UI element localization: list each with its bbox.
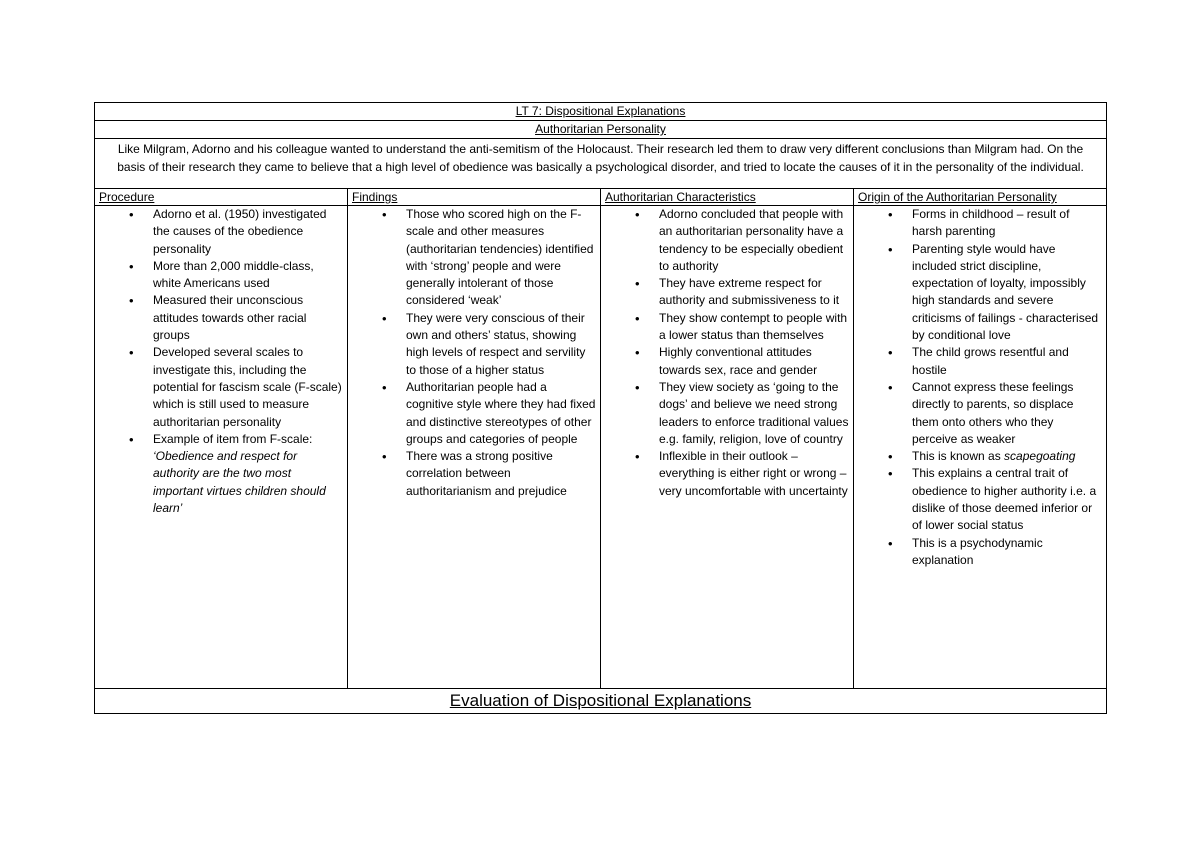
list-item-text: There was a strong positive correlation between authoritarianism and prejudice <box>406 449 567 498</box>
list-item <box>659 206 849 275</box>
list-item <box>912 344 1102 379</box>
list-item <box>406 310 596 379</box>
bullet-list <box>605 206 849 500</box>
list-item <box>659 379 849 448</box>
worksheet-title-text: LT 7: Dispositional Explanations <box>515 104 686 118</box>
list-item-text: Inflexible in their outlook – everything is either right or wrong – very uncomfortable with uncertainty <box>659 449 848 498</box>
list-item <box>912 379 1102 448</box>
list-item-text: They have extreme respect for authority and submissiveness to it <box>659 276 840 308</box>
list-item-text: Adorno et al. (1950) investigated the causes of the obedience personality <box>153 207 327 256</box>
list-item-text: Highly conventional attitudes towards sex, race and gender <box>659 345 818 377</box>
list-item-text: More than 2,000 middle-class, white Americans used <box>153 258 314 291</box>
list-item <box>659 275 849 310</box>
column-header-procedure: Procedure <box>95 189 348 206</box>
column-body-characteristics <box>601 206 854 689</box>
list-item <box>659 344 849 379</box>
column-header-findings: Findings <box>348 189 601 206</box>
column-header-origin: Origin of the Authoritarian Personality <box>854 189 1107 206</box>
column-headers-row <box>95 189 1107 206</box>
column-bodies-row <box>95 206 1107 689</box>
list-item-text: Parenting style would have included strict discipline, expectation of loyalty, impossibly high standards and severe criticisms of failings - characterised by conditional love <box>912 241 1099 343</box>
list-item-text: This explains a central trait of obedience to higher authority i.e. a dislike of those deemed inferior or of lower social status <box>912 466 1097 533</box>
list-item-text: They view society as ‘going to the dogs’ and believe we need strong leaders to enforce traditional values e.g. family, religion, love of country <box>659 379 849 446</box>
list-item-text: They were very conscious of their own and others’ status, showing high levels of respect and servility to those of a higher status <box>406 310 586 377</box>
worksheet-subtitle <box>95 121 1107 139</box>
list-item-text: Authoritarian people had a cognitive style where they had fixed and distinctive stereotypes of other groups and categories of people <box>406 379 596 446</box>
worksheet-title <box>95 103 1107 121</box>
list-item <box>406 206 596 310</box>
list-item <box>153 344 343 430</box>
list-item <box>406 379 596 448</box>
list-item-text: Those who scored high on the F-scale and other measures (authoritarian tendencies) identified with ‘strong’ people and were generally intolerant of those considered ‘weak’ <box>406 207 594 308</box>
list-item-text: Forms in childhood – result of harsh parenting <box>912 207 1070 239</box>
list-item <box>659 310 849 345</box>
list-item-text: Cannot express these feelings directly to parents, so displace them onto others who they perceive as weaker <box>912 379 1074 446</box>
list-item-text: The child grows resentful and hostile <box>912 345 1069 377</box>
list-item-quote: ‘Obedience and respect for authority are the two most important virtues children should learn’ <box>153 449 326 516</box>
list-item <box>912 535 1102 570</box>
worksheet-table <box>94 102 1107 714</box>
evaluation-heading: Evaluation of Dispositional Explanations <box>95 689 1107 714</box>
list-item-text: This is known as <box>912 449 1005 464</box>
column-header-characteristics: Authoritarian Characteristics <box>601 189 854 206</box>
list-item <box>153 292 343 344</box>
list-item <box>406 448 596 500</box>
column-body-procedure <box>95 206 348 689</box>
list-item-text: Adorno concluded that people with an authoritarian personality have a tendency to be especially obedient to authority <box>659 207 844 273</box>
list-item-text: Developed several scales to investigate this, including the potential for fascism scale (F-scale) which is still used to measure authoritarian personality <box>153 345 342 429</box>
list-item-text: Measured their unconscious attitudes towards other racial groups <box>153 293 307 343</box>
column-body-origin <box>854 206 1107 689</box>
list-item-text: This is a psychodynamic explanation <box>912 535 1043 567</box>
list-item-text: They show contempt to people with a lower status than themselves <box>659 310 848 343</box>
list-item <box>153 206 343 258</box>
column-body-findings <box>348 206 601 689</box>
list-item <box>153 431 343 517</box>
list-item-text: Example of item from F-scale: <box>153 431 313 446</box>
list-item <box>912 465 1102 534</box>
list-item <box>912 206 1102 241</box>
list-item <box>153 258 343 293</box>
bullet-list <box>99 206 343 517</box>
list-item <box>912 448 1102 465</box>
list-item <box>659 448 849 500</box>
list-item-quote: scapegoating <box>1004 449 1076 464</box>
intro-paragraph: Like Milgram, Adorno and his colleague wanted to understand the anti-semitism of the Holocaust. Their research led them to draw very different conclusions than Milgram had. On the basis of their research they came to believe that a high level of obedience was basically a psychological disorder, and tried to locate the causes of it in the personality of the individual. <box>95 139 1107 189</box>
worksheet-subtitle-text: Authoritarian Personality <box>535 122 666 136</box>
bullet-list <box>352 206 596 500</box>
bullet-list <box>858 206 1102 569</box>
list-item <box>912 241 1102 345</box>
